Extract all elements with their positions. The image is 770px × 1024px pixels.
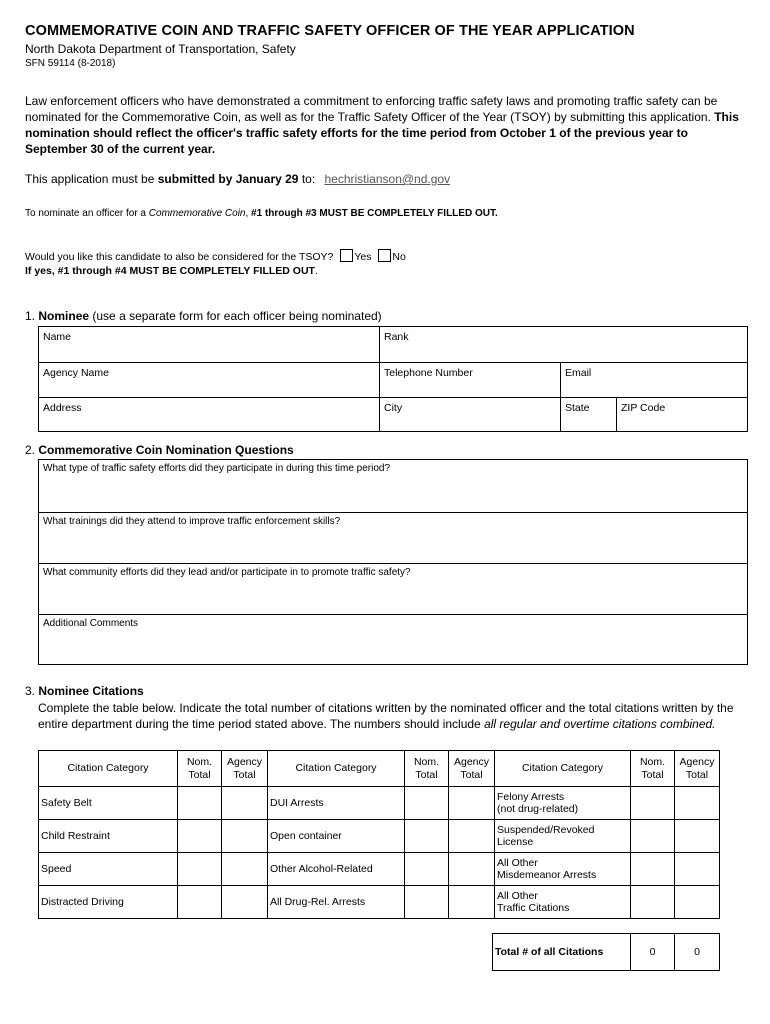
question-4-text: Additional Comments — [43, 618, 139, 629]
nom-total-header — [631, 751, 675, 787]
submission-line — [25, 172, 450, 186]
citation-category — [495, 820, 631, 853]
address-field[interactable] — [38, 397, 379, 432]
nom-total-input[interactable] — [631, 787, 675, 820]
category-line1: Felony Arrests — [497, 791, 565, 803]
department-name: North Dakota Department of Transportation, Safety — [25, 42, 296, 56]
nom-total-input[interactable] — [405, 787, 449, 820]
submission-deadline: submitted by January 29 — [157, 172, 299, 186]
coin-note-italic: Commemorative Coin — [148, 208, 246, 219]
table-row — [39, 886, 720, 919]
section3-number: 3. — [25, 684, 36, 698]
state-field[interactable] — [560, 397, 617, 432]
citation-category: Other Alcohol-Related — [268, 853, 405, 886]
citations-header-row — [39, 751, 720, 787]
nom-header-line1: Nom. — [186, 755, 213, 768]
nom-total-input[interactable] — [178, 787, 222, 820]
email-field[interactable] — [560, 362, 748, 397]
citation-category: All Drug-Rel. Arrests — [268, 886, 405, 919]
name-label: Name — [43, 331, 72, 343]
city-field[interactable] — [379, 397, 561, 432]
table-row — [39, 787, 720, 820]
nom-total-input[interactable] — [178, 820, 222, 853]
agency-total-input[interactable] — [675, 820, 720, 853]
category-header: Citation Category — [495, 751, 631, 787]
phone-field[interactable] — [379, 362, 561, 397]
citation-category: Open container — [268, 820, 405, 853]
nom-total-input[interactable] — [178, 886, 222, 919]
section2-title: Commemorative Coin Nomination Questions — [38, 443, 294, 457]
city-label: City — [384, 402, 403, 414]
section1-heading — [25, 309, 382, 323]
total-label: Total # of all Citations — [493, 934, 631, 971]
section3-instructions — [38, 700, 738, 732]
total-citations-table — [492, 933, 720, 971]
tsoy-note: If yes, #1 through #4 MUST BE COMPLETELY FILLED OUT — [25, 265, 315, 277]
tsoy-no-label: No — [392, 251, 406, 263]
agency-field[interactable] — [38, 362, 379, 397]
citation-category — [495, 886, 631, 919]
coin-questions-box — [38, 459, 748, 665]
submission-email-link[interactable]: hechristianson@nd.gov — [324, 172, 451, 186]
category-line1: All Other — [497, 890, 538, 902]
tsoy-yes-label: Yes — [354, 251, 372, 263]
table-row — [39, 853, 720, 886]
section2-heading — [25, 443, 294, 457]
category-header: Citation Category — [268, 751, 405, 787]
nom-total-input[interactable] — [631, 886, 675, 919]
section1-subtitle: (use a separate form for each officer being nominated) — [92, 309, 382, 323]
nom-total-input[interactable] — [631, 820, 675, 853]
intro-bold-text: This nomination should reflect the officer's traffic safety efforts for the time period from October 1 of the previous year to September 30 of the current year. — [25, 110, 739, 156]
phone-label: Telephone Number — [384, 367, 473, 379]
category-line2: (not drug-related) — [497, 803, 579, 815]
category-line2: License — [497, 836, 534, 848]
form-title: COMMEMORATIVE COIN AND TRAFFIC SAFETY OFFICER OF THE YEAR APPLICATION — [25, 23, 635, 39]
agency-total-input[interactable] — [449, 886, 495, 919]
agency-label: Agency Name — [43, 367, 109, 379]
nom-header-line1: Nom. — [639, 755, 666, 768]
nom-total-input[interactable] — [631, 853, 675, 886]
category-header: Citation Category — [39, 751, 178, 787]
agency-header-line1: Agency — [679, 755, 715, 768]
agency-total-input[interactable] — [449, 820, 495, 853]
nom-total-input[interactable] — [405, 853, 449, 886]
question-additional-comments[interactable] — [39, 614, 747, 664]
citation-category: DUI Arrests — [268, 787, 405, 820]
total-nom-value[interactable]: 0 — [631, 934, 675, 971]
agency-total-input[interactable] — [222, 853, 268, 886]
nom-header-line2: Total — [641, 768, 664, 781]
agency-total-input[interactable] — [222, 820, 268, 853]
agency-total-input[interactable] — [222, 886, 268, 919]
nom-header-line1: Nom. — [413, 755, 440, 768]
agency-total-input[interactable] — [675, 853, 720, 886]
category-line2: Misdemeanor Arrests — [497, 869, 597, 881]
question-3-text: What community efforts did they lead and/or participate in to promote traffic safety? — [43, 567, 411, 578]
agency-header-line1: Agency — [453, 755, 490, 768]
section2-number: 2. — [25, 443, 36, 457]
state-label: State — [565, 402, 590, 414]
rank-field[interactable] — [379, 326, 748, 362]
agency-header-line2: Total — [233, 768, 256, 781]
citation-category: Distracted Driving — [39, 886, 178, 919]
nom-total-input[interactable] — [405, 820, 449, 853]
agency-total-header — [675, 751, 720, 787]
table-row — [39, 820, 720, 853]
question-community-efforts[interactable] — [39, 563, 747, 614]
section3-title: Nominee Citations — [38, 684, 144, 698]
tsoy-question-text: Would you like this candidate to also be considered for the TSOY? — [25, 251, 334, 263]
category-line1: Suspended/Revoked — [497, 824, 595, 836]
section1-title: Nominee — [38, 309, 90, 323]
nom-header-line2: Total — [415, 768, 438, 781]
zip-label: ZIP Code — [621, 402, 666, 414]
form-number: SFN 59114 (8-2018) — [25, 58, 116, 69]
intro-paragraph — [25, 93, 740, 157]
citation-category — [495, 787, 631, 820]
intro-text: Law enforcement officers who have demonstrated a commitment to enforcing traffic safety laws and promoting traffic safety can be nominated for the Commemorative Coin, as well as for the Traffic Safety Officer of the Year (TSOY) by submitting this application. — [25, 94, 718, 124]
coin-note: To nominate an officer for a Commemorative Coin, #1 through #3 MUST BE COMPLETELY FILLED OUT. — [25, 208, 498, 219]
nom-total-header — [178, 751, 222, 787]
category-line1: All Other — [497, 857, 538, 869]
submission-prefix: This application must be — [25, 172, 155, 186]
question-2-text: What trainings did they attend to improve traffic enforcement skills? — [43, 516, 341, 527]
address-label: Address — [43, 402, 82, 414]
name-field[interactable] — [38, 326, 379, 362]
tsoy-yes-checkbox[interactable] — [340, 249, 353, 262]
agency-total-header — [449, 751, 495, 787]
agency-total-input[interactable] — [675, 787, 720, 820]
agency-total-header — [222, 751, 268, 787]
submission-to: to: — [301, 172, 316, 186]
citation-category: Child Restraint — [39, 820, 178, 853]
zip-field[interactable] — [616, 397, 748, 432]
agency-header-line1: Agency — [226, 755, 263, 768]
question-1-text: What type of traffic safety efforts did they participate in during this time period? — [43, 463, 391, 474]
citation-category: Speed — [39, 853, 178, 886]
agency-total-input[interactable] — [675, 886, 720, 919]
nominee-grid — [38, 326, 748, 432]
section3-heading — [25, 684, 144, 698]
total-agency-value[interactable]: 0 — [675, 934, 720, 971]
category-line2: Traffic Citations — [497, 902, 570, 914]
nom-total-input[interactable] — [405, 886, 449, 919]
agency-total-input[interactable] — [222, 787, 268, 820]
citation-category — [495, 853, 631, 886]
email-label: Email — [565, 367, 592, 379]
nom-total-header — [405, 751, 449, 787]
citation-category: Safety Belt — [39, 787, 178, 820]
agency-header-line2: Total — [685, 768, 709, 781]
agency-header-line2: Total — [460, 768, 483, 781]
agency-total-input[interactable] — [449, 853, 495, 886]
section3-instructions-text: Complete the table below. Indicate the total number of citations written by the nominated officer and the total citations written by the entire department during the time period stated above. The numbers should include — [38, 701, 734, 731]
section1-number: 1. — [25, 309, 36, 323]
coin-note-bold: #1 through #3 MUST BE COMPLETELY FILLED OUT. — [251, 208, 498, 219]
tsoy-no-checkbox[interactable] — [378, 249, 391, 262]
citations-table — [38, 750, 720, 919]
coin-note-prefix: To nominate an officer for a — [25, 208, 146, 219]
tsoy-question: Would you like this candidate to also be considered for the TSOY? Yes No If yes, #1 through #4 MUST BE COMPLETELY FILLED OUT. — [25, 251, 406, 277]
agency-total-input[interactable] — [449, 787, 495, 820]
question-traffic-efforts[interactable] — [39, 460, 747, 512]
rank-label: Rank — [384, 331, 409, 343]
nom-total-input[interactable] — [178, 853, 222, 886]
nom-header-line2: Total — [188, 768, 211, 781]
section3-instructions-italic: all regular and overtime citations combined. — [484, 717, 716, 731]
question-trainings[interactable] — [39, 512, 747, 563]
total-row — [493, 934, 720, 971]
